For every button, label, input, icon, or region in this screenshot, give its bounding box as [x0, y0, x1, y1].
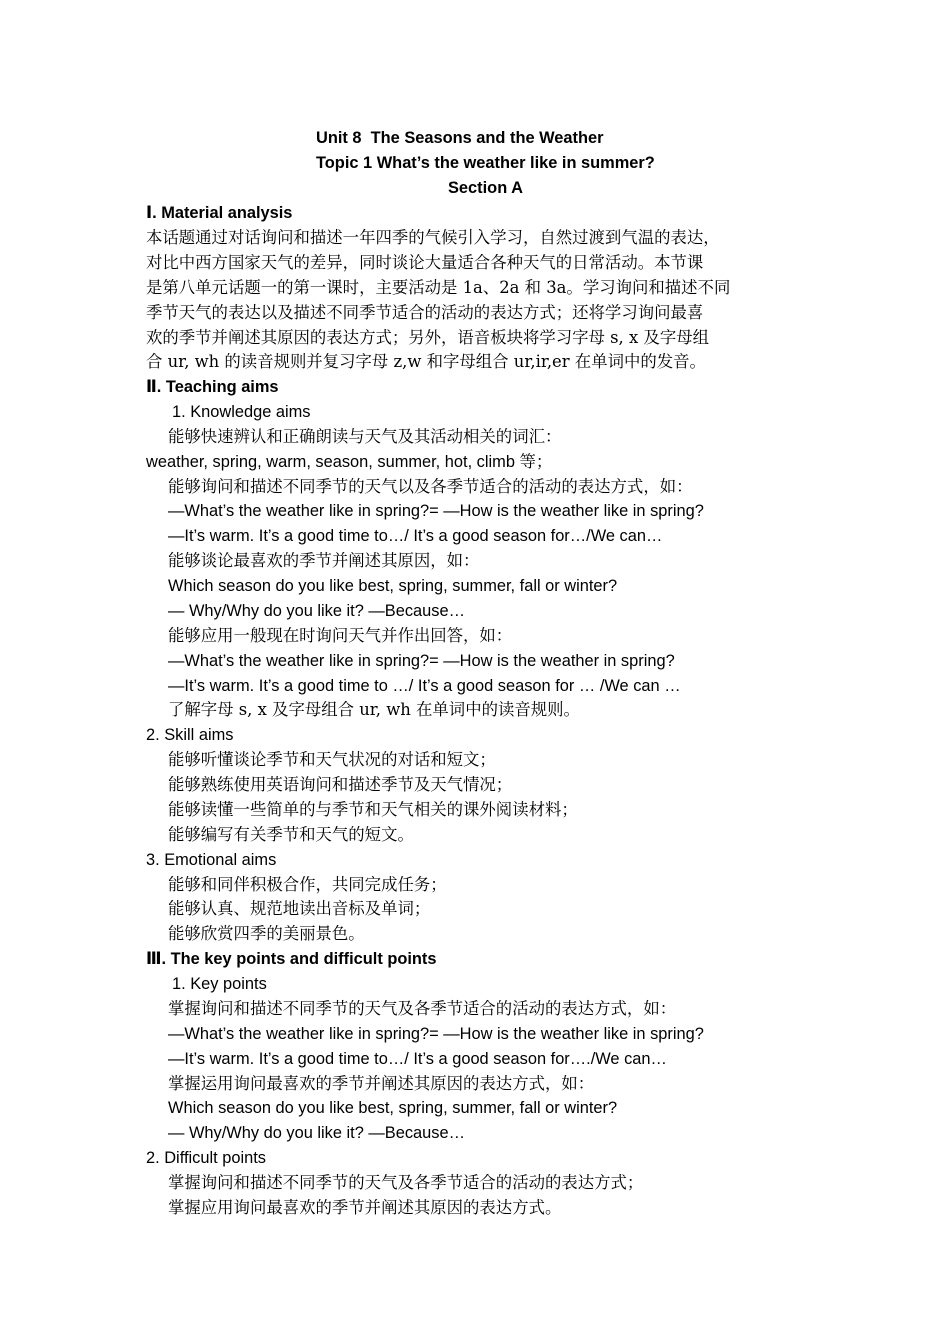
key-point-line: — Why/Why do you like it? —Because…	[168, 1124, 465, 1142]
difficult-point-line: 掌握询问和描述不同季节的天气及各季节适合的活动的表达方式；	[168, 1173, 644, 1192]
material-line: 是第八单元话题一的第一课时，主要活动是 1a、2a 和 3a。学习询问和描述不同	[146, 278, 731, 297]
emotional-line: 能够欣赏四季的美丽景色。	[168, 924, 365, 943]
points-heading: Ⅲ. The key points and difficult points	[146, 950, 437, 968]
material-line: 欢的季节并阐述其原因的表达方式；另外，语音板块将学习字母 s, x 及字母组	[146, 328, 709, 347]
topic-title: Topic 1 What’s the weather like in summer?	[316, 154, 655, 172]
skill-line: 能够听懂谈论季节和天气状况的对话和短文；	[168, 750, 496, 769]
knowledge-line: 能够应用一般现在时询问天气并作出回答，如：	[168, 626, 513, 645]
skill-line: 能够熟练使用英语询问和描述季节及天气情况；	[168, 775, 513, 794]
key-point-line: Which season do you like best, spring, summer, fall or winter?	[168, 1099, 618, 1117]
knowledge-line: 能够询问和描述不同季节的天气以及各季节适合的活动的表达方式，如：	[168, 477, 693, 496]
material-line: 季节天气的表达以及描述不同季节适合的活动的表达方式；还将学习询问最喜	[146, 303, 704, 322]
knowledge-line: —It’s warm. It’s a good time to…/ It’s a good season for…/We can…	[168, 527, 663, 545]
knowledge-line: 能够谈论最喜欢的季节并阐述其原因，如：	[168, 551, 480, 570]
skill-aims-heading: 2. Skill aims	[146, 726, 234, 744]
knowledge-line: 了解字母 s, x 及字母组合 ur, wh 在单词中的读音规则。	[168, 700, 580, 719]
key-point-line: 掌握运用询问最喜欢的季节并阐述其原因的表达方式，如：	[168, 1074, 595, 1093]
knowledge-aims-heading: 1. Knowledge aims	[172, 403, 311, 421]
difficult-points-heading: 2. Difficult points	[146, 1149, 266, 1167]
knowledge-line: —What’s the weather like in spring?= —How is the weather like in spring?	[168, 502, 704, 520]
key-point-line: —It’s warm. It’s a good time to…/ It’s a good season for…./We can…	[168, 1050, 667, 1068]
skill-line: 能够编写有关季节和天气的短文。	[168, 825, 414, 844]
material-line: 合 ur, wh 的读音规则并复习字母 z,w 和字母组合 ur,ir,er 在单词中的发音。	[146, 352, 706, 371]
knowledge-line: —It’s warm. It’s a good time to …/ It’s a good season for … /We can …	[168, 677, 681, 695]
knowledge-line: 能够快速辨认和正确朗读与天气及其活动相关的词汇：	[168, 427, 562, 446]
material-heading: Ⅰ. Material analysis	[146, 204, 293, 222]
emotional-line: 能够认真、规范地读出音标及单词；	[168, 899, 431, 918]
knowledge-line: Which season do you like best, spring, summer, fall or winter?	[168, 577, 618, 595]
section-title: Section A	[448, 179, 523, 197]
knowledge-line: weather, spring, warm, season, summer, hot, climb 等；	[146, 453, 553, 471]
unit-title: Unit 8 The Seasons and the Weather	[316, 129, 604, 147]
material-line: 对比中西方国家天气的差异，同时谈论大量适合各种天气的日常活动。本节课	[146, 253, 704, 272]
key-point-line: —What’s the weather like in spring?= —How is the weather like in spring?	[168, 1025, 704, 1043]
aims-heading: Ⅱ. Teaching aims	[146, 378, 279, 396]
emotional-line: 能够和同伴积极合作，共同完成任务；	[168, 875, 447, 894]
difficult-point-line: 掌握应用询问最喜欢的季节并阐述其原因的表达方式。	[168, 1198, 562, 1217]
knowledge-line: —What’s the weather like in spring?= —How is the weather in spring?	[168, 652, 675, 670]
knowledge-line: — Why/Why do you like it? —Because…	[168, 602, 465, 620]
key-point-line: 掌握询问和描述不同季节的天气及各季节适合的活动的表达方式，如：	[168, 999, 677, 1018]
key-points-heading: 1. Key points	[172, 975, 267, 993]
emotional-aims-heading: 3. Emotional aims	[146, 851, 277, 869]
skill-line: 能够读懂一些简单的与季节和天气相关的课外阅读材料；	[168, 800, 578, 819]
material-line: 本话题通过对话询问和描述一年四季的气候引入学习，自然过渡到气温的表达，	[146, 228, 720, 247]
